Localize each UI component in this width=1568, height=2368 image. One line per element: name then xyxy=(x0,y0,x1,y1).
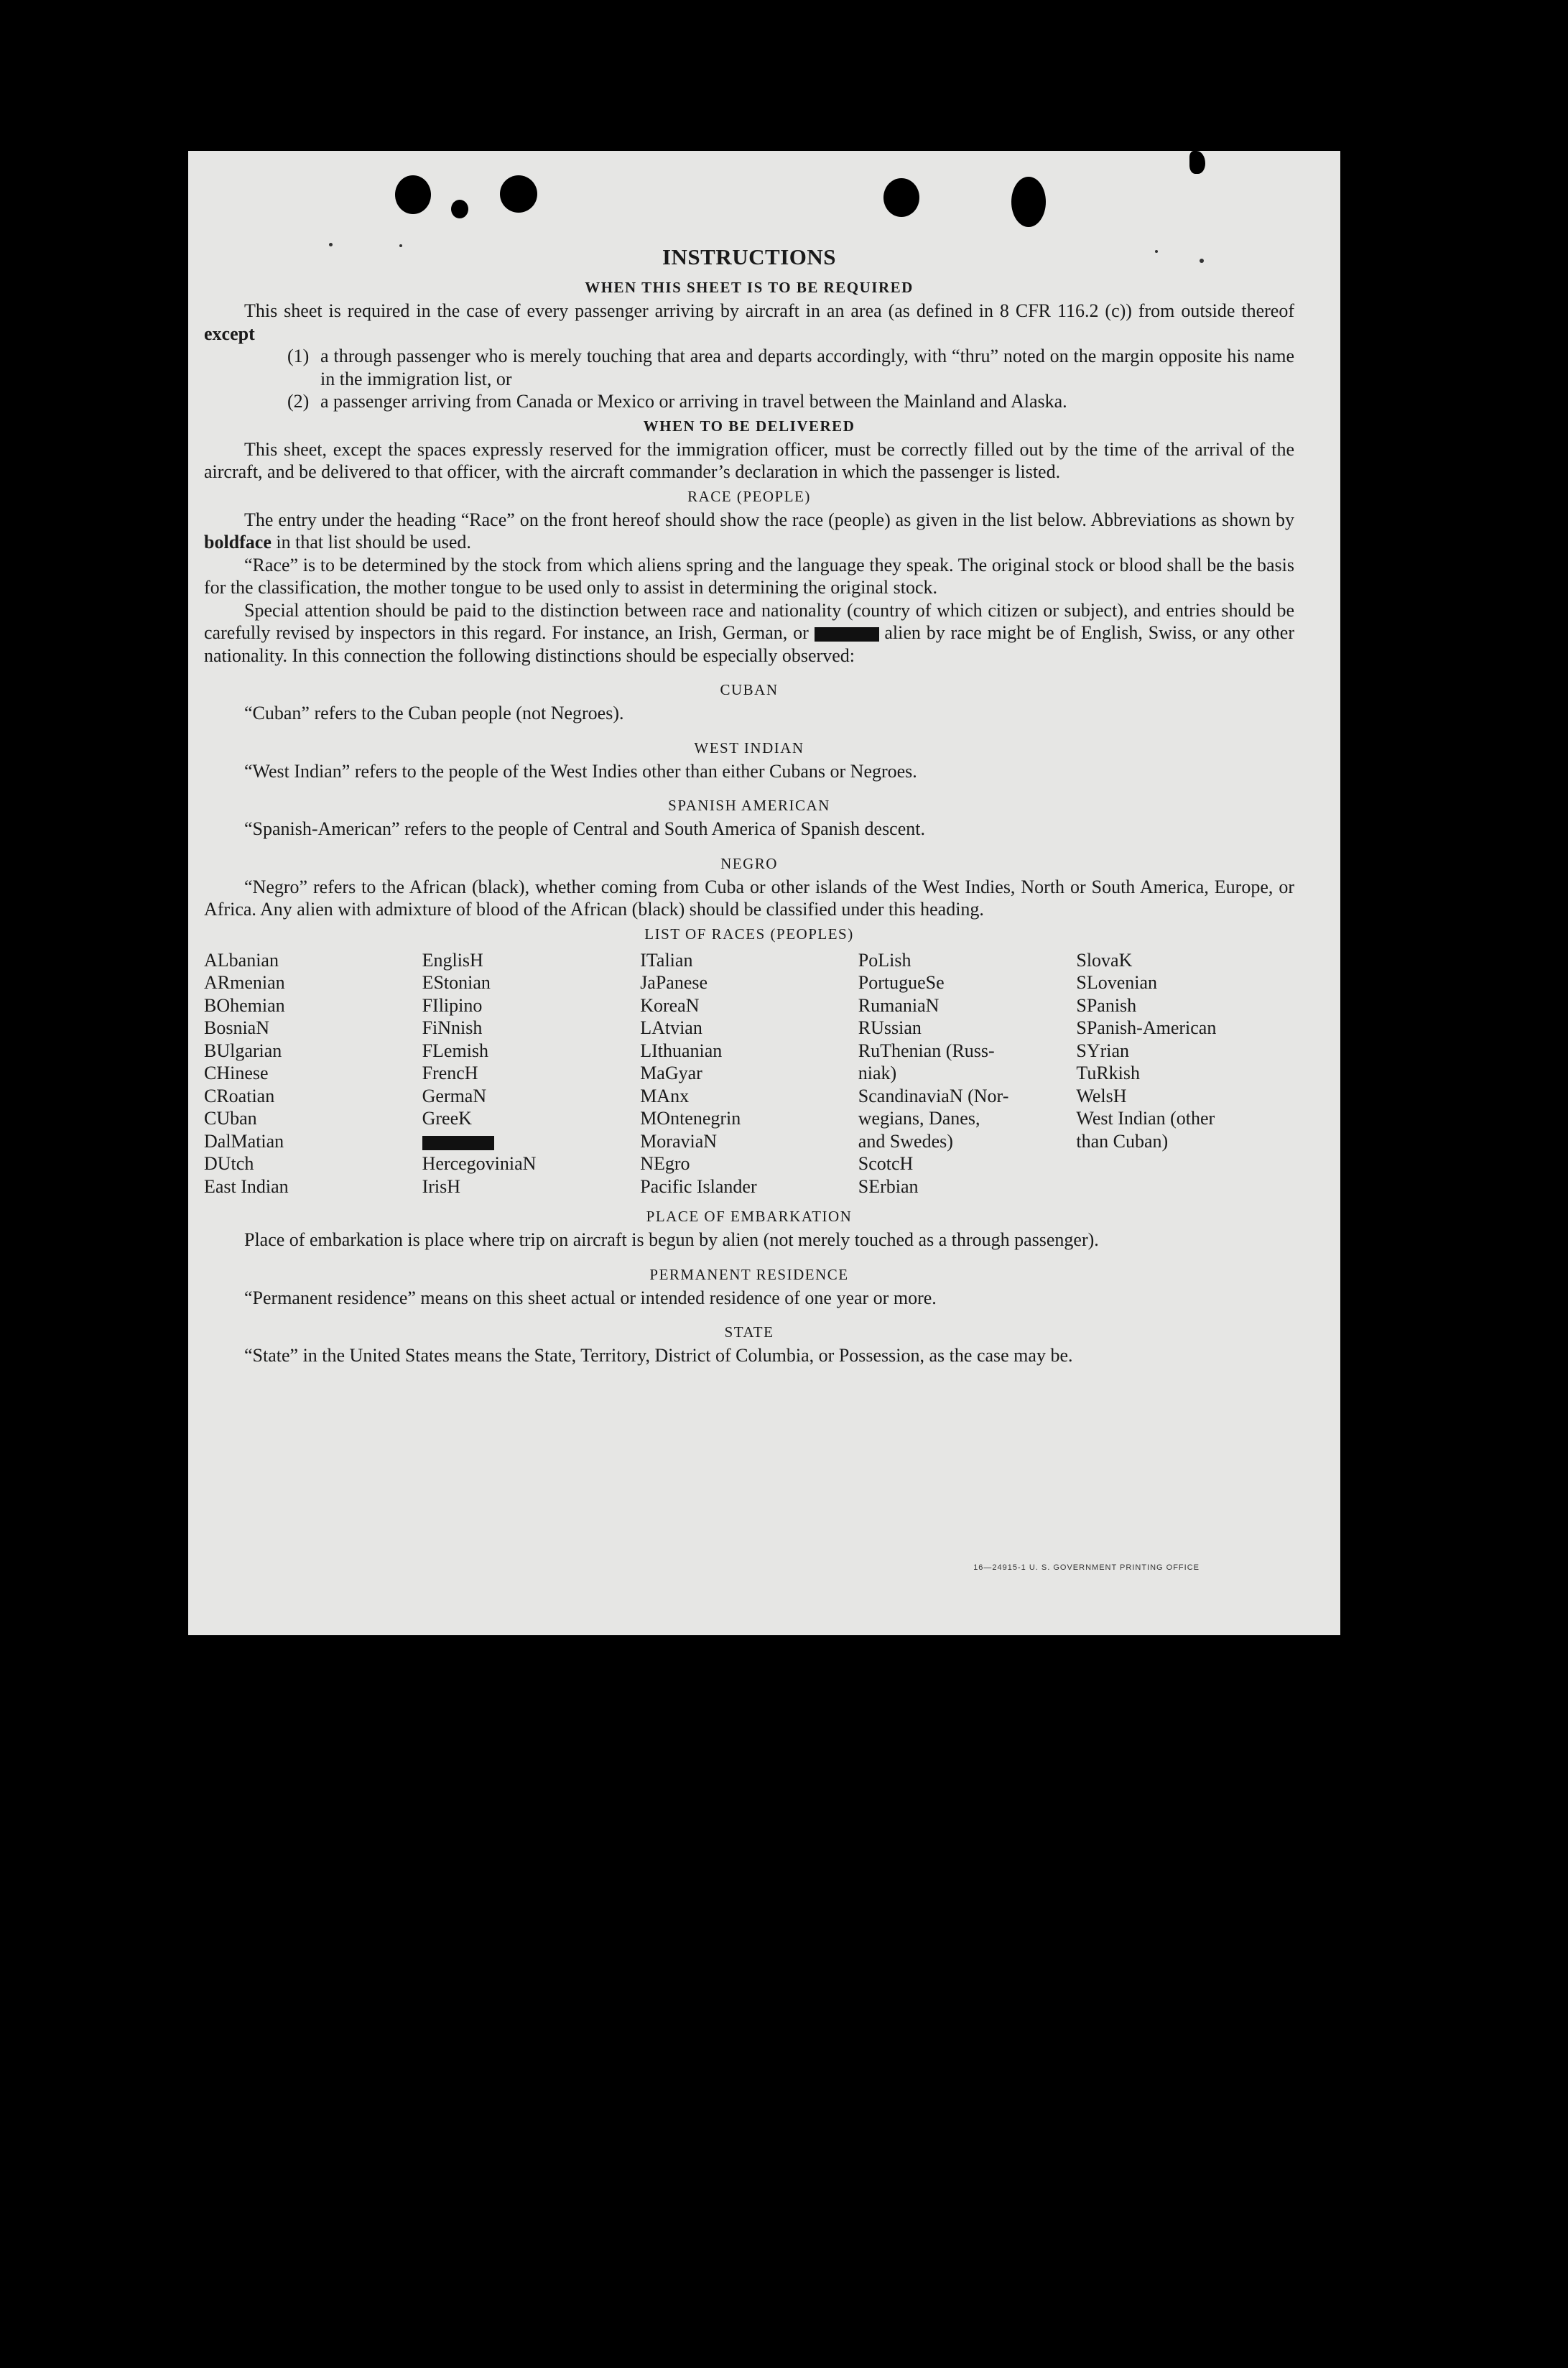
document-sheet xyxy=(188,151,1340,1635)
race-entry: BosniaN xyxy=(204,1017,269,1038)
race-p1-boldface: boldface xyxy=(204,532,272,552)
race-entry: SErbian xyxy=(858,1175,919,1197)
race-entry: East Indian xyxy=(204,1175,289,1197)
race-entry: ScotcH xyxy=(858,1153,914,1174)
race-entry: Pacific Islander xyxy=(640,1175,757,1197)
race-entry: HercegoviniaN xyxy=(422,1153,537,1174)
race-entry: IrisH xyxy=(422,1175,461,1197)
heading-embarkation: PLACE OF EMBARKATION xyxy=(646,1208,853,1225)
race-entry: LIthuanian xyxy=(640,1040,723,1061)
when-required-intro xyxy=(204,300,1294,345)
heading-negro: NEGRO xyxy=(720,854,778,872)
race-entry: RUssian xyxy=(858,1017,922,1038)
race-entry: DalMatian xyxy=(204,1130,284,1152)
race-entry: CUban xyxy=(204,1108,257,1129)
race-entry: RuThenian (Russ- niak) xyxy=(858,1040,995,1083)
race-entry: SLovenian xyxy=(1076,972,1158,993)
race-entry: MaGyar xyxy=(640,1063,702,1083)
race-entry: BOhemian xyxy=(204,994,285,1016)
race-entry: CRoatian xyxy=(204,1085,275,1106)
exception-item-1-text: a through passenger who is merely touching that area and departs accordingly, with “thru” noted on the margin opposite his name in the immigration list, or xyxy=(320,346,1294,389)
race-entry: ITalian xyxy=(640,949,693,971)
race-entry: West Indian (other than Cuban) xyxy=(1076,1108,1215,1152)
race-entry: PoLish xyxy=(858,949,911,971)
heading-when-required: WHEN THIS SHEET IS TO BE REQUIRED xyxy=(585,279,914,296)
race-entry: ARmenian xyxy=(204,972,285,993)
spanish-american-text: “Spanish-American” refers to the people of Central and South America of Spanish descent. xyxy=(244,818,925,839)
race-entry: SYrian xyxy=(1076,1040,1130,1061)
exception-item-1-number: (1) xyxy=(287,346,310,366)
punch-hole xyxy=(1011,177,1046,227)
race-entry: LAtvian xyxy=(640,1017,702,1038)
redacted-word xyxy=(422,1136,494,1150)
race-entry: KoreaN xyxy=(640,994,700,1016)
race-entry-redacted xyxy=(422,1130,641,1153)
heading-race: RACE (PEOPLE) xyxy=(687,487,811,505)
race-entry: TuRkish xyxy=(1076,1063,1141,1083)
race-entry: SPanish-American xyxy=(1076,1017,1217,1038)
when-required-except: except xyxy=(204,323,255,344)
redacted-word xyxy=(815,627,879,642)
race-entry: GreeK xyxy=(422,1108,472,1129)
exception-item-2 xyxy=(204,390,1294,413)
race-entry: MAnx xyxy=(640,1085,690,1106)
race-entry: FIlipino xyxy=(422,994,483,1016)
residence-text: “Permanent residence” means on this sheet actual or intended residence of one year or more. xyxy=(244,1287,937,1308)
heading-spanish-american: SPANISH AMERICAN xyxy=(668,797,830,814)
corner-mark xyxy=(1189,151,1205,174)
heading-west-indian: WEST INDIAN xyxy=(694,739,804,757)
race-p3-b: alien by race might be of English, Swiss, or any other nationality. In this connection the following distinctions should be especially observed: xyxy=(204,622,1294,666)
race-entry: GermaN xyxy=(422,1085,487,1106)
instructions-body xyxy=(204,244,1294,1367)
race-entry: PortugueSe xyxy=(858,972,945,993)
race-paragraph-2: “Race” is to be determined by the stock from which aliens spring and the language they speak. The original stock or blood shall be the basis for the classification, the mother tongue to be used only to assist in determining the original stock. xyxy=(204,554,1294,598)
exception-item-1 xyxy=(204,345,1294,390)
race-p1-a: The entry under the heading “Race” on the front hereof should show the race (people) as given in the list below. Abbreviations as shown by xyxy=(244,509,1294,530)
races-column-4 xyxy=(858,949,1077,1198)
race-entry: FiNnish xyxy=(422,1017,483,1038)
heading-residence: PERMANENT RESIDENCE xyxy=(649,1265,849,1283)
heading-state: STATE xyxy=(724,1323,774,1341)
cuban-text: “Cuban” refers to the Cuban people (not Negroes). xyxy=(244,703,624,723)
race-entry: WelsH xyxy=(1076,1085,1127,1106)
page-title: INSTRUCTIONS xyxy=(662,244,836,269)
race-entry: FrencH xyxy=(422,1063,478,1083)
exception-item-2-number: (2) xyxy=(287,391,310,412)
race-entry: JaPanese xyxy=(640,972,708,993)
west-indian-text: “West Indian” refers to the people of the West Indies other than either Cubans or Negroes. xyxy=(244,760,917,782)
race-paragraph-1 xyxy=(204,509,1294,554)
races-column-1 xyxy=(204,949,422,1198)
punch-hole xyxy=(500,175,537,213)
race-entry: ALbanian xyxy=(204,949,279,971)
race-entry: DUtch xyxy=(204,1153,254,1174)
heading-when-delivered: WHEN TO BE DELIVERED xyxy=(643,417,855,435)
when-delivered-text: This sheet, except the spaces expressly reserved for the immigration officer, must be correctly filled out by the time of the arrival of the aircraft, and be delivered to that officer, with the aircraft commander’s declaration in which the passenger is listed. xyxy=(204,438,1294,482)
race-entry: SPanish xyxy=(1076,994,1137,1016)
race-p1-b: in that list should be used. xyxy=(271,532,471,552)
race-p3-a: Special attention should be paid to the distinction between race and nationality (country of which citizen or subject), and entries should be carefully revised by inspectors in this regard. For instance, an Irish, German, or xyxy=(204,599,1294,643)
race-entry: ScandinaviaN (Nor- wegians, Danes, and Swedes) xyxy=(858,1085,1009,1152)
print-code: 16—24915-1 U. S. GOVERNMENT PRINTING OFFICE xyxy=(973,1563,1200,1572)
race-entry: MoraviaN xyxy=(640,1130,718,1152)
race-entry: FLemish xyxy=(422,1040,489,1061)
races-column-2 xyxy=(422,949,641,1198)
race-entry: RumaniaN xyxy=(858,994,940,1016)
races-list xyxy=(204,949,1294,1198)
heading-cuban: CUBAN xyxy=(720,681,779,698)
race-entry: BUlgarian xyxy=(204,1040,282,1061)
races-column-3 xyxy=(640,949,858,1198)
races-column-5 xyxy=(1076,949,1294,1198)
race-entry: MOntenegrin xyxy=(640,1108,741,1129)
race-entry: CHinese xyxy=(204,1063,269,1083)
state-text: “State” in the United States means the State, Territory, District of Columbia, or Possession, as the case may be. xyxy=(244,1345,1073,1366)
race-entry: EStonian xyxy=(422,972,491,993)
punch-hole xyxy=(451,200,468,218)
punch-hole xyxy=(395,175,431,214)
embarkation-text: Place of embarkation is place where trip on aircraft is begun by alien (not merely touched as a through passenger). xyxy=(244,1229,1099,1250)
heading-list-of-races: LIST OF RACES (PEOPLES) xyxy=(644,925,854,943)
race-paragraph-3 xyxy=(204,599,1294,667)
exception-item-2-text: a passenger arriving from Canada or Mexico or arriving in travel between the Mainland and Alaska. xyxy=(320,391,1067,412)
race-entry: SlovaK xyxy=(1076,949,1133,971)
race-entry: NEgro xyxy=(640,1153,690,1174)
race-entry: EnglisH xyxy=(422,949,483,971)
punch-hole xyxy=(883,178,919,217)
when-required-intro-text: This sheet is required in the case of every passenger arriving by aircraft in an area (as defined in 8 CFR 116.2 (c)) from outside thereof xyxy=(244,300,1294,321)
negro-text: “Negro” refers to the African (black), whether coming from Cuba or other islands of the West Indies, North or South America, Europe, or Africa. Any alien with admixture of blood of the African (black) should be classified under this heading. xyxy=(204,876,1294,920)
